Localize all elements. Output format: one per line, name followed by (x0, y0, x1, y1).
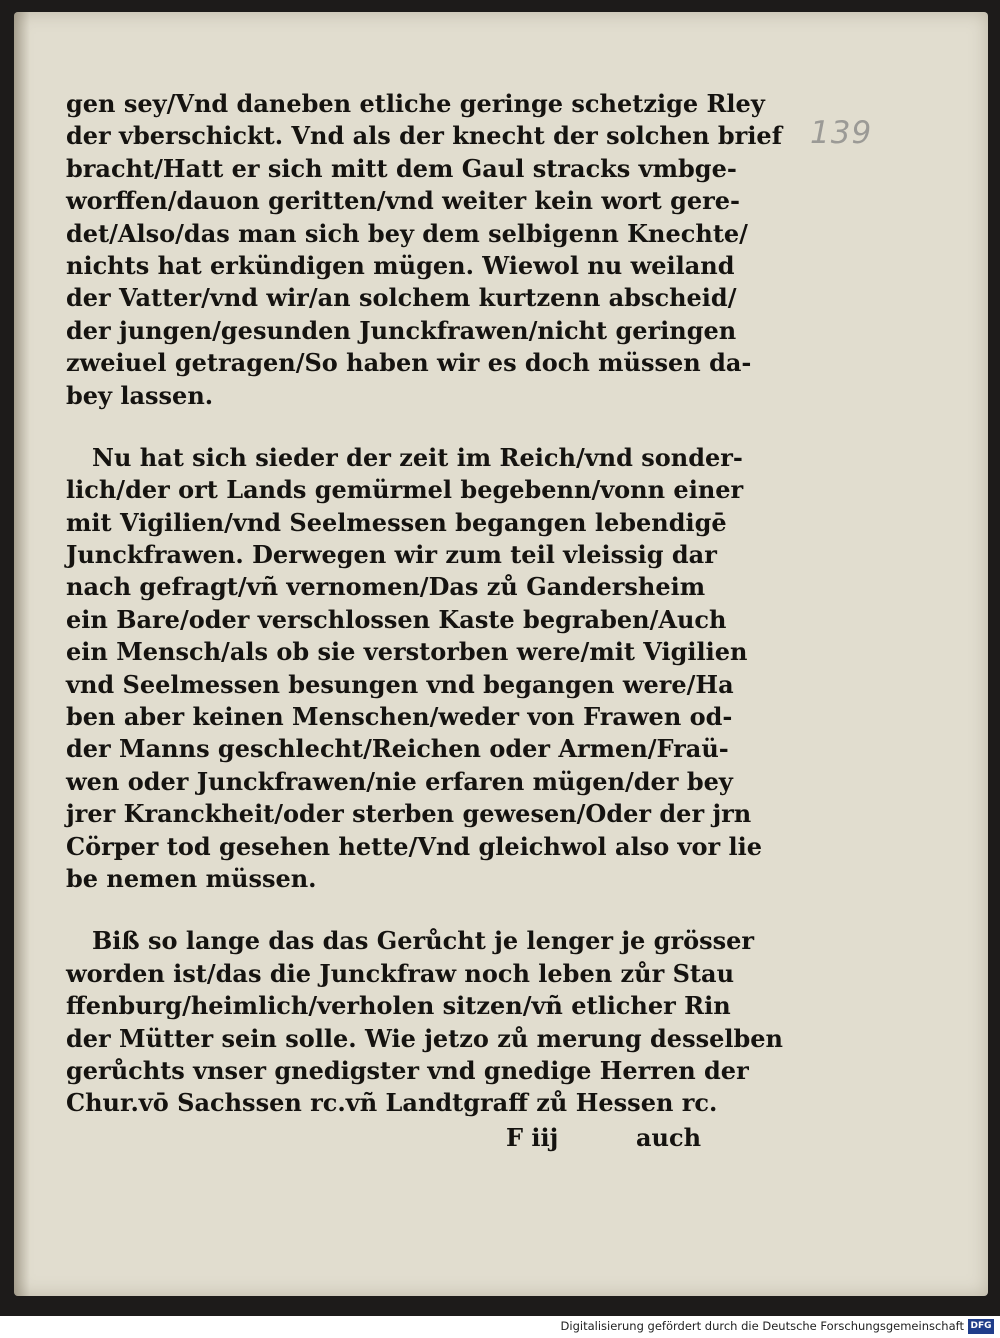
catchword: auch (636, 1122, 702, 1152)
text-line: der Mütter sein solle. Wie jetzo zů merung desselben (66, 1023, 783, 1053)
text-line: Cörper tod gesehen hette/Vnd gleichwol also vor lie (66, 831, 763, 861)
folio-number: 139 (810, 115, 873, 151)
paragraph-1 (66, 88, 783, 412)
paragraph-3 (66, 925, 783, 1119)
text-line: der jungen/gesunden Junckfrawen/nicht geringen (66, 315, 737, 345)
text-line: worden ist/das die Junckfraw noch leben zůr Stau (66, 958, 735, 988)
text-line: der Vatter/vnd wir/an solchem kurtzenn abscheid/ (66, 283, 737, 313)
text-line: vnd Seelmessen besungen vnd begangen were/Ha (66, 669, 734, 699)
footer-bar (0, 1316, 1000, 1338)
book-page (14, 12, 988, 1296)
text-line: worffen/dauon geritten/vnd weiter kein wort gere- (66, 186, 740, 216)
text-line: Biß so lange das das Gerůcht je lenger je grösser (92, 926, 755, 956)
text-line: nach gefragt/vñ vernomen/Das zů Gandersheim (66, 572, 706, 602)
text-line: bracht/Hatt er sich mitt dem Gaul stracks vmbge- (66, 153, 737, 183)
text-line: der Manns geschlecht/Reichen oder Armen/Fraü- (66, 734, 729, 764)
signature-mark: F iij (506, 1122, 559, 1152)
text-line: ffenburg/heimlich/verholen sitzen/vñ etlicher Rin (66, 991, 731, 1021)
page-foot (66, 1122, 706, 1154)
text-line: Nu hat sich sieder der zeit im Reich/vnd sonder- (92, 442, 743, 472)
text-line: gerůchts vnser gnedigster vnd gnedige Herren der (66, 1055, 749, 1085)
text-line: lich/der ort Lands gemürmel begebenn/vonn einer (66, 475, 744, 505)
text-line: Chur.vō Sachssen rc.vñ Landtgraff zů Hessen rc. (66, 1088, 718, 1118)
page-text (66, 88, 783, 1154)
text-line: zweiuel getragen/So haben wir es doch müssen da- (66, 348, 752, 378)
footer-credit: Digitalisierung gefördert durch die Deutsche Forschungsgemeinschaft (560, 1319, 964, 1333)
text-line: ein Mensch/als ob sie verstorben were/mit Vigilien (66, 637, 748, 667)
text-line: Junckfrawen. Derwegen wir zum teil vleissig dar (66, 540, 717, 570)
text-line: mit Vigilien/vnd Seelmessen begangen lebendigē (66, 507, 727, 537)
dfg-logo: DFG (968, 1319, 994, 1334)
gutter-shadow (14, 12, 30, 1296)
text-line: nichts hat erkündigen mügen. Wiewol nu weiland (66, 250, 735, 280)
text-line: det/Also/das man sich bey dem selbigenn Knechte/ (66, 218, 748, 248)
text-line: be nemen müssen. (66, 863, 317, 893)
text-line: ein Bare/oder verschlossen Kaste begraben/Auch (66, 604, 727, 634)
text-line: wen oder Junckfrawen/nie erfaren mügen/der bey (66, 766, 733, 796)
text-line: jrer Kranckheit/oder sterben gewesen/Oder der jrn (66, 799, 752, 829)
text-line: bey lassen. (66, 380, 214, 410)
text-line: gen sey/Vnd daneben etliche geringe schetzige Rley (66, 89, 765, 118)
text-line: ben aber keinen Menschen/weder von Frawen od- (66, 702, 733, 732)
text-line: der vberschickt. Vnd als der knecht der solchen brief (66, 121, 783, 151)
paragraph-2 (66, 442, 763, 895)
